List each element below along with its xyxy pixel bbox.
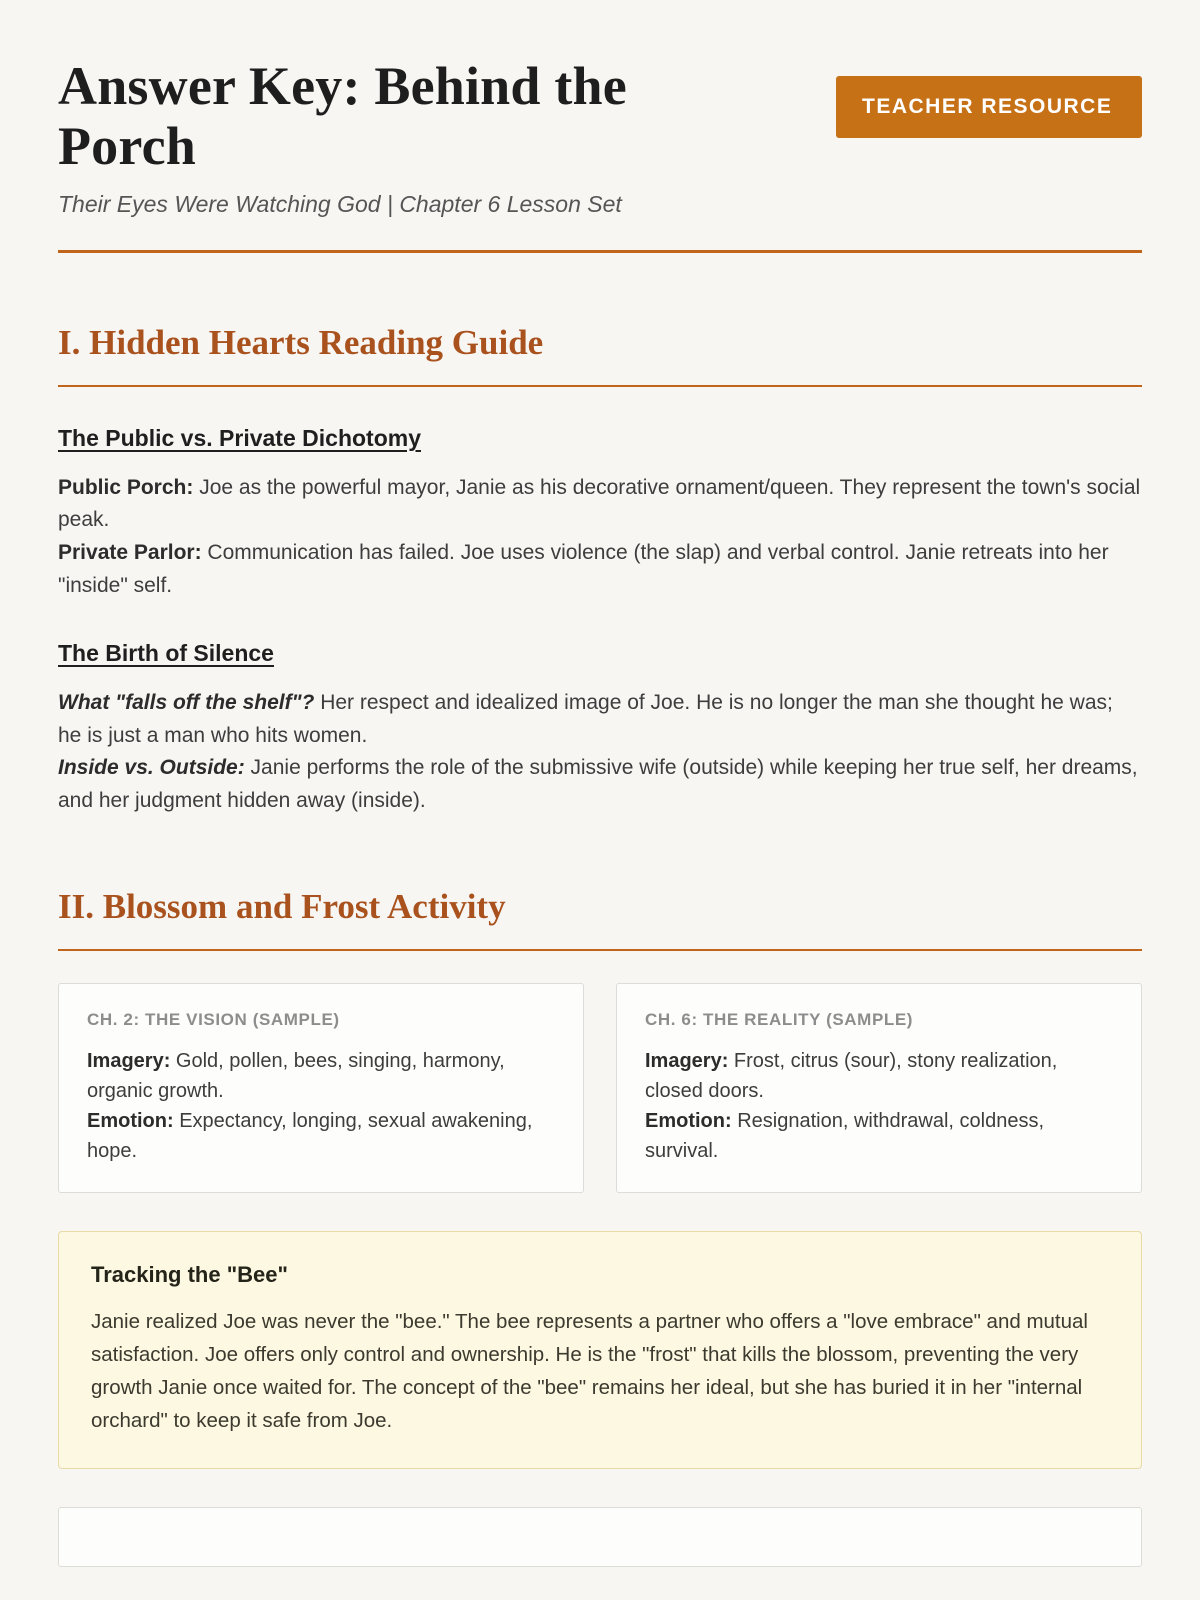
page-title: Answer Key: Behind the Porch bbox=[58, 56, 627, 177]
card-heading: CH. 6: THE REALITY (SAMPLE) bbox=[645, 1010, 914, 1030]
card-line-label: Emotion: bbox=[645, 1110, 732, 1133]
answer-label: Public Porch: bbox=[58, 475, 194, 499]
answer-text: Communication has failed. Joe uses violence (the slap) and verbal control. Janie retreats into her "inside" self. bbox=[58, 541, 1109, 597]
answer-line bbox=[58, 472, 1142, 537]
card-line-label: Imagery: bbox=[645, 1050, 729, 1073]
answer-line bbox=[58, 752, 1142, 817]
card-line-label: Imagery: bbox=[87, 1050, 171, 1073]
subsection-birth-of-silence-heading: The Birth of Silence bbox=[58, 640, 274, 667]
card-line bbox=[645, 1106, 1113, 1166]
card-ch6-reality bbox=[616, 983, 1142, 1193]
card-line-text: Expectancy, longing, sexual awakening, hope. bbox=[87, 1110, 533, 1163]
answer-line bbox=[58, 537, 1142, 602]
sample-cards-row bbox=[58, 983, 1142, 1193]
header-divider bbox=[58, 250, 1142, 253]
card-line-text: Resignation, withdrawal, coldness, survival. bbox=[645, 1110, 1045, 1163]
card-line-text: Gold, pollen, bees, singing, harmony, organic growth. bbox=[87, 1050, 505, 1103]
birth-of-silence-paragraph bbox=[58, 687, 1142, 817]
card-body bbox=[645, 1046, 1113, 1166]
tracking-the-bee-callout bbox=[58, 1231, 1142, 1468]
next-section-card-cutoff bbox=[58, 1507, 1142, 1567]
callout-text: Janie realized Joe was never the "bee." The bee represents a partner who offers a "love embrace" and mutual satisfaction. Joe offers only control and ownership. He is the "frost" that kills the blossom, preventing the very growth Janie once waited for. The concept of the "bee" remains her ideal, but she has buried it in her "internal orchard" to keep it safe from Joe. bbox=[91, 1310, 1088, 1432]
answer-label: What "falls off the shelf"? bbox=[58, 691, 315, 715]
page-subtitle: Their Eyes Were Watching God | Chapter 6 Lesson Set bbox=[58, 190, 622, 217]
subsection-public-private-heading: The Public vs. Private Dichotomy bbox=[58, 424, 421, 451]
answer-line bbox=[58, 687, 1142, 752]
teacher-resource-badge: TEACHER RESOURCE bbox=[836, 76, 1142, 138]
section-1-heading: I. Hidden Hearts Reading Guide bbox=[58, 323, 1142, 387]
card-ch2-vision bbox=[58, 983, 584, 1193]
document-header bbox=[58, 56, 1142, 218]
card-line bbox=[87, 1046, 555, 1106]
card-line-text: Frost, citrus (sour), stony realization, closed doors. bbox=[645, 1050, 1058, 1103]
answer-label: Inside vs. Outside: bbox=[58, 756, 245, 780]
public-private-paragraph bbox=[58, 472, 1142, 602]
card-body bbox=[87, 1046, 555, 1166]
card-heading: CH. 2: THE VISION (SAMPLE) bbox=[87, 1010, 340, 1030]
card-line bbox=[645, 1046, 1113, 1106]
section-2-heading: II. Blossom and Frost Activity bbox=[58, 887, 1142, 951]
answer-text: Janie performs the role of the submissive wife (outside) while keeping her true self, her dreams, and her judgment hidden away (inside). bbox=[58, 756, 1138, 812]
callout-heading: Tracking the "Bee" bbox=[91, 1262, 288, 1288]
answer-label: Private Parlor: bbox=[58, 541, 202, 565]
card-line-label: Emotion: bbox=[87, 1110, 174, 1133]
header-title-block bbox=[58, 56, 778, 218]
answer-text: Her respect and idealized image of Joe. He is no longer the man she thought he was; he is just a man who hits women. bbox=[58, 691, 1113, 747]
answer-text: Joe as the powerful mayor, Janie as his decorative ornament/queen. They represent the town's social peak. bbox=[58, 475, 1141, 532]
card-line bbox=[87, 1106, 555, 1166]
